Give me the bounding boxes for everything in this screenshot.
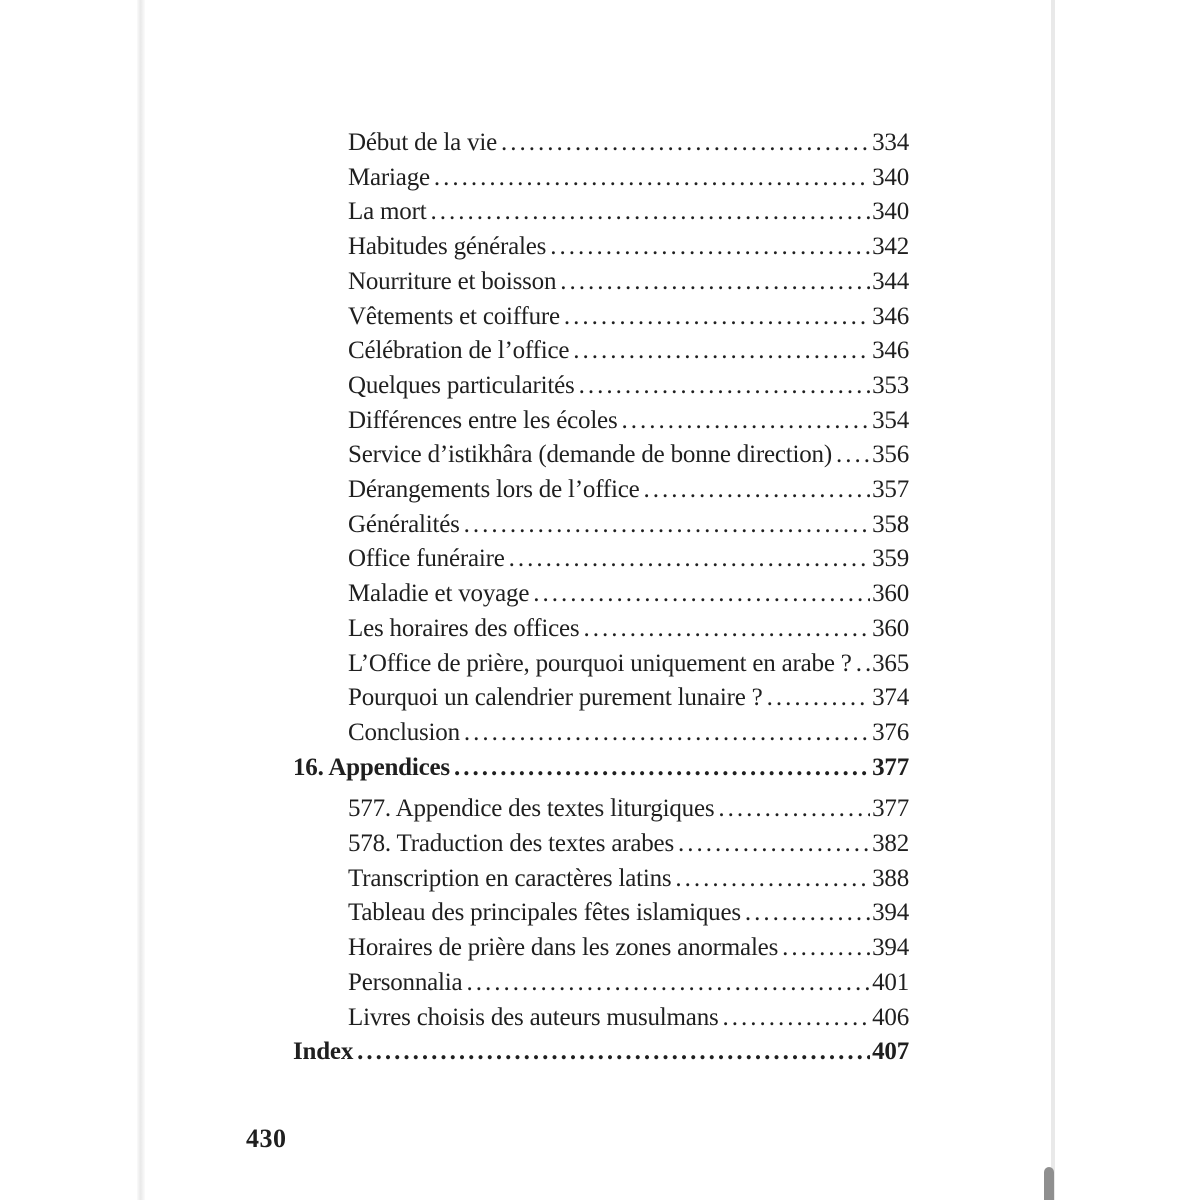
toc-entry bbox=[293, 612, 909, 647]
leader-dots bbox=[454, 751, 870, 786]
toc-entry bbox=[293, 1035, 909, 1070]
toc-entry-page: 394 bbox=[872, 899, 909, 927]
toc-entry bbox=[293, 230, 909, 265]
toc-entry bbox=[293, 300, 909, 335]
leader-dots bbox=[579, 369, 871, 404]
toc-entry bbox=[293, 577, 909, 612]
page-edge-left bbox=[137, 0, 145, 1200]
leader-dots bbox=[434, 161, 870, 196]
toc-entry bbox=[293, 966, 909, 1001]
toc-entry-page: 346 bbox=[872, 337, 909, 365]
scrollbar-thumb[interactable] bbox=[1044, 1167, 1054, 1200]
leader-dots bbox=[430, 195, 870, 230]
toc-entry bbox=[293, 896, 909, 931]
toc-entry-label: Les horaires des offices bbox=[348, 614, 580, 642]
toc-entry-page: 374 bbox=[872, 684, 909, 712]
toc-entry bbox=[293, 542, 909, 577]
leader-dots bbox=[573, 334, 870, 369]
toc-entry-label: Maladie et voyage bbox=[348, 580, 530, 608]
toc-entry bbox=[293, 862, 909, 897]
toc-entry-label: Pourquoi un calendrier purement lunaire ? bbox=[348, 684, 763, 712]
leader-dots bbox=[464, 716, 870, 751]
toc-entry-label: Index bbox=[293, 1038, 354, 1066]
toc-list bbox=[293, 126, 909, 1070]
toc-entry-page: 359 bbox=[872, 545, 909, 573]
leader-dots bbox=[550, 230, 870, 265]
leader-dots bbox=[678, 827, 870, 862]
leader-dots bbox=[583, 612, 870, 647]
toc-entry bbox=[293, 334, 909, 369]
toc-entry-page: 344 bbox=[872, 267, 909, 295]
toc-entry-page: 377 bbox=[872, 753, 909, 781]
toc-entry-label: Office funéraire bbox=[348, 545, 505, 573]
leader-dots bbox=[767, 681, 871, 716]
leader-dots bbox=[723, 1001, 871, 1036]
leader-dots bbox=[856, 647, 870, 682]
toc-entry-label: Vêtements et coiffure bbox=[348, 302, 560, 330]
toc-entry-page: 365 bbox=[872, 649, 909, 677]
toc-entry-label: Transcription en caractères latins bbox=[348, 864, 672, 892]
toc-entry-label: Horaires de prière dans les zones anormales bbox=[348, 934, 779, 962]
toc-entry-page: 340 bbox=[872, 163, 909, 191]
leader-dots bbox=[533, 577, 870, 612]
page-edge-right bbox=[1051, 0, 1055, 1200]
toc-entry-page: 382 bbox=[872, 830, 909, 858]
toc-entry-label: Début de la vie bbox=[348, 129, 498, 156]
toc-entry-label: Nourriture et boisson bbox=[348, 267, 557, 295]
leader-dots bbox=[564, 300, 870, 335]
toc-entry-label: 577. Appendice des textes liturgiques bbox=[348, 795, 715, 823]
toc-entry bbox=[293, 647, 909, 682]
toc-entry-label: La mort bbox=[348, 198, 427, 226]
toc-entry-label: Personnalia bbox=[348, 968, 463, 996]
table-of-contents bbox=[293, 126, 909, 1077]
toc-entry-page: 377 bbox=[872, 795, 909, 823]
toc-entry-page: 354 bbox=[872, 406, 909, 434]
toc-entry-label: Dérangements lors de l’office bbox=[348, 476, 640, 504]
leader-dots bbox=[464, 508, 870, 543]
leader-dots bbox=[644, 473, 871, 508]
toc-entry-page: 406 bbox=[872, 1003, 909, 1031]
toc-entry-label: 578. Traduction des textes arabes bbox=[348, 830, 674, 858]
leader-dots bbox=[745, 896, 870, 931]
leader-dots bbox=[501, 126, 870, 161]
toc-entry bbox=[293, 369, 909, 404]
toc-entry bbox=[293, 438, 909, 473]
toc-entry-page: 376 bbox=[872, 718, 909, 746]
leader-dots bbox=[560, 265, 870, 300]
toc-entry bbox=[293, 751, 909, 786]
leader-dots bbox=[466, 966, 870, 1001]
toc-entry-page: 340 bbox=[872, 198, 909, 226]
toc-entry bbox=[293, 265, 909, 300]
toc-entry-label: Habitudes générales bbox=[348, 233, 547, 261]
toc-entry-label: L’Office de prière, pourquoi uniquement en arabe ? bbox=[348, 649, 852, 677]
toc-entry-page: 357 bbox=[872, 476, 909, 504]
toc-entry-page: 407 bbox=[872, 1038, 909, 1066]
toc-entry-page: 360 bbox=[872, 580, 909, 608]
leader-dots bbox=[357, 1035, 870, 1070]
toc-entry-label: Différences entre les écoles bbox=[348, 406, 618, 434]
toc-entry-page: 334 bbox=[872, 129, 909, 156]
leader-dots bbox=[622, 404, 871, 439]
toc-entry-page: 346 bbox=[872, 302, 909, 330]
toc-entry-label: Service d’istikhâra (demande de bonne direction) bbox=[348, 441, 832, 469]
toc-entry-page: 360 bbox=[872, 614, 909, 642]
toc-entry-label: Généralités bbox=[348, 510, 460, 538]
toc-entry-label: Célébration de l’office bbox=[348, 337, 570, 365]
toc-entry bbox=[293, 473, 909, 508]
toc-entry-page: 388 bbox=[872, 864, 909, 892]
toc-entry bbox=[293, 827, 909, 862]
toc-entry bbox=[293, 161, 909, 196]
toc-entry-label: Mariage bbox=[348, 163, 430, 191]
toc-entry bbox=[293, 1001, 909, 1036]
toc-entry bbox=[293, 792, 909, 827]
page-number-footer: 430 bbox=[246, 1124, 287, 1153]
toc-entry bbox=[293, 195, 909, 230]
toc-entry-page: 394 bbox=[872, 934, 909, 962]
toc-entry-page: 356 bbox=[872, 441, 909, 469]
toc-entry bbox=[293, 931, 909, 966]
toc-entry bbox=[293, 681, 909, 716]
toc-entry-page: 353 bbox=[872, 371, 909, 399]
toc-entry-label: Tableau des principales fêtes islamiques bbox=[348, 899, 741, 927]
toc-entry-label: Livres choisis des auteurs musulmans bbox=[348, 1003, 719, 1031]
leader-dots bbox=[836, 438, 870, 473]
toc-entry-label: Conclusion bbox=[348, 718, 460, 746]
toc-entry-label: 16. Appendices bbox=[293, 753, 450, 781]
toc-entry-page: 401 bbox=[872, 968, 909, 996]
leader-dots bbox=[782, 931, 870, 966]
toc-entry-label: Quelques particularités bbox=[348, 371, 575, 399]
toc-entry bbox=[293, 404, 909, 439]
toc-entry bbox=[293, 716, 909, 751]
leader-dots bbox=[675, 862, 870, 897]
toc-entry bbox=[293, 126, 909, 161]
leader-dots bbox=[718, 792, 870, 827]
leader-dots bbox=[509, 542, 870, 577]
toc-entry-page: 358 bbox=[872, 510, 909, 538]
toc-entry-page: 342 bbox=[872, 233, 909, 261]
toc-entry bbox=[293, 508, 909, 543]
